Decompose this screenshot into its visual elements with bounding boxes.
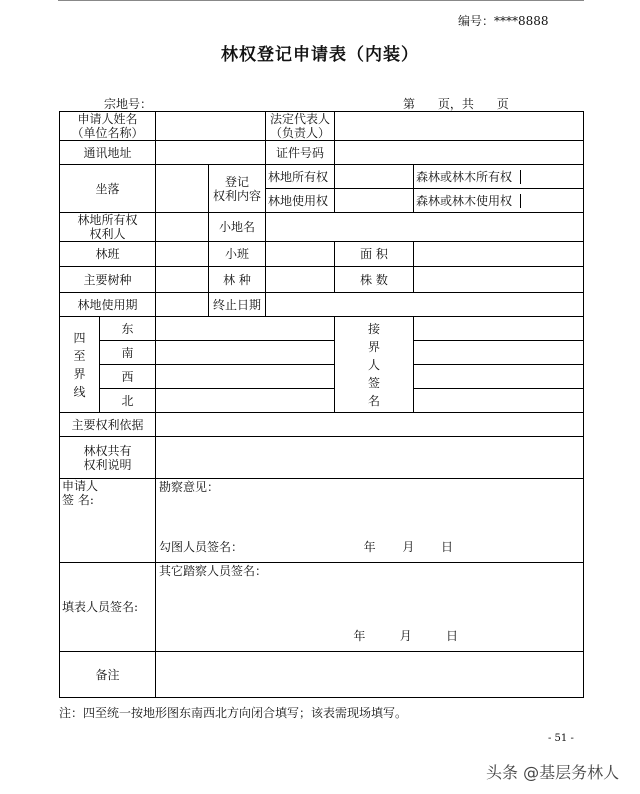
boundary-west-field[interactable] (156, 365, 335, 389)
top-rule (58, 0, 584, 1)
footer-note: 注：四至统一按地形图东南西北方向闭合填写；该表需现场填写。 (59, 706, 408, 720)
other-survey-date-label: 年 月 日 (353, 629, 459, 643)
forest-land-use-field[interactable] (335, 189, 414, 213)
form-title: 林权登记申请表（内装） (221, 45, 419, 65)
id-number-label: 证件号码 (266, 141, 335, 165)
serial-number: 编号：****8888 (458, 14, 549, 28)
boundary-signature-label: 接 界 人 签 名 (335, 317, 414, 413)
main-basis-label: 主要权利依据 (60, 413, 156, 437)
applicant-signature-label: 申请人 签 名: (60, 479, 156, 563)
main-species-label: 主要树种 (60, 267, 156, 293)
four-boundaries-label: 四 至 界 线 (60, 317, 100, 413)
use-period-field[interactable] (156, 293, 209, 317)
applicant-name-field[interactable] (156, 112, 266, 141)
legal-rep-field[interactable] (335, 112, 584, 141)
use-period-label: 林地使用期 (60, 293, 156, 317)
forest-block-label: 林班 (60, 242, 156, 267)
joint-ownership-label: 林权共有 权利说明 (60, 437, 156, 479)
small-place-label: 小地名 (209, 213, 266, 242)
watermark: 头条 @基层务林人 (486, 763, 620, 782)
address-field[interactable] (156, 141, 266, 165)
boundary-east-sign-field[interactable] (414, 317, 584, 341)
applicant-name-label: 申请人姓名 （单位名称） (60, 112, 156, 141)
address-label: 通讯地址 (60, 141, 156, 165)
survey-date-label: 年 月 日 (363, 540, 454, 554)
survey-opinion-cell[interactable] (156, 479, 584, 563)
forest-tree-use-label: 森林或林木使用权 (414, 189, 584, 213)
main-species-field[interactable] (156, 267, 209, 293)
forest-tree-own-label: 森林或林木所有权 (414, 165, 584, 189)
location-label: 坐落 (60, 165, 156, 213)
remarks-label: 备注 (60, 652, 156, 698)
boundary-north-label: 北 (100, 389, 156, 413)
tree-count-field[interactable] (414, 267, 584, 293)
sub-block-label: 小班 (209, 242, 266, 267)
id-number-field[interactable] (335, 141, 584, 165)
forest-block-field[interactable] (156, 242, 209, 267)
page-indicator: 第 页，共 页 (403, 97, 509, 111)
remarks-field[interactable] (156, 652, 584, 698)
boundary-north-sign-field[interactable] (414, 389, 584, 413)
tree-count-label: 株 数 (335, 267, 414, 293)
forest-land-use-label: 林地使用权 (266, 189, 335, 213)
reg-content-label: 登记 权利内容 (209, 165, 266, 213)
boundary-east-field[interactable] (156, 317, 335, 341)
main-basis-field[interactable] (156, 413, 584, 437)
end-date-label: 终止日期 (209, 293, 266, 317)
survey-opinion-label: 勘察意见： (159, 480, 220, 494)
map-drawer-signature-label: 勾图人员签名： (159, 540, 244, 554)
end-date-field[interactable] (266, 293, 584, 317)
boundary-south-sign-field[interactable] (414, 341, 584, 365)
boundary-west-sign-field[interactable] (414, 365, 584, 389)
forest-type-label: 林 种 (209, 267, 266, 293)
boundary-north-field[interactable] (156, 389, 335, 413)
small-place-field[interactable] (266, 213, 584, 242)
boundary-east-label: 东 (100, 317, 156, 341)
other-survey-cell[interactable] (156, 563, 584, 652)
filler-signature-label: 填表人员签名: (60, 563, 156, 652)
parcel-number-label: 宗地号： (104, 97, 153, 111)
page-number: - 51 - (548, 733, 574, 744)
land-owner-field[interactable] (156, 213, 209, 242)
boundary-west-label: 西 (100, 365, 156, 389)
forest-land-own-label: 林地所有权 (266, 165, 335, 189)
area-field[interactable] (414, 242, 584, 267)
joint-ownership-field[interactable] (156, 437, 584, 479)
application-form-table (59, 111, 584, 698)
legal-rep-label: 法定代表人 （负责人） (266, 112, 335, 141)
boundary-south-label: 南 (100, 341, 156, 365)
sub-block-field[interactable] (266, 242, 335, 267)
forest-land-own-field[interactable] (335, 165, 414, 189)
other-survey-signature-label: 其它踏察人员签名： (159, 564, 268, 578)
boundary-south-field[interactable] (156, 341, 335, 365)
area-label: 面 积 (335, 242, 414, 267)
land-owner-label: 林地所有权 权利人 (60, 213, 156, 242)
location-field[interactable] (156, 165, 209, 213)
forest-type-field[interactable] (266, 267, 335, 293)
